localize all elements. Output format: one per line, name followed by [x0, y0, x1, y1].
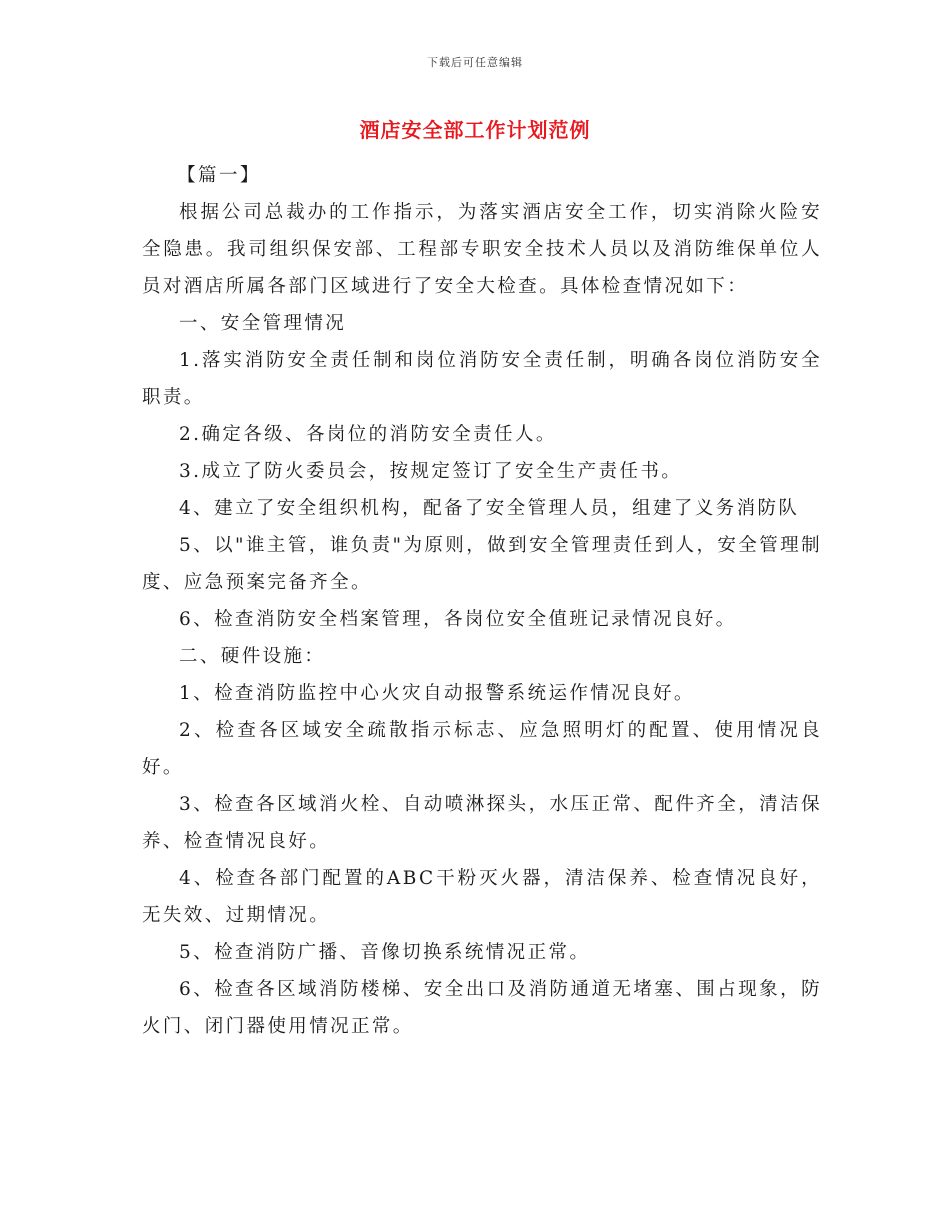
list-item: 2.确定各级、各岗位的消防安全责任人。 — [179, 424, 557, 445]
list-item: 2、检查各区域安全疏散指示标志、应急照明灯的配置、使用情况良好。 — [142, 720, 822, 778]
document-body — [142, 157, 822, 1045]
list-item: 5、检查消防广播、音像切换系统情况正常。 — [179, 942, 591, 963]
document-title: 酒店安全部工作计划范例 — [359, 118, 591, 142]
section-heading-management: 一、安全管理情况 — [179, 313, 347, 334]
section-label: 【篇一】 — [177, 165, 261, 186]
list-item: 5、以"谁主管，谁负责"为原则，做到安全管理责任到人，安全管理制度、应急预案完备齐全。 — [142, 535, 822, 593]
list-item: 6、检查消防安全档案管理，各岗位安全值班记录情况良好。 — [179, 609, 737, 630]
list-item: 3、检查各区域消火栓、自动喷淋探头，水压正常、配件齐全，清洁保养、检查情况良好。 — [142, 794, 822, 852]
list-item: 3.成立了防火委员会，按规定签订了安全生产责任书。 — [179, 461, 683, 482]
list-item: 6、检查各区域消防楼梯、安全出口及消防通道无堵塞、围占现象，防火门、闭门器使用情况正常。 — [142, 979, 822, 1037]
list-item: 4、建立了安全组织机构，配备了安全管理人员，组建了义务消防队 — [179, 498, 800, 519]
section-heading-hardware: 二、硬件设施： — [179, 646, 326, 667]
list-item: 4、检查各部门配置的ABC干粉灭火器，清洁保养、检查情况良好，无失效、过期情况。 — [142, 868, 822, 926]
list-item: 1、检查消防监控中心火灾自动报警系统运作情况良好。 — [179, 683, 695, 704]
intro-paragraph: 根据公司总裁办的工作指示，为落实酒店安全工作，切实消除火险安全隐患。我司组织保安部、工程部专职安全技术人员以及消防维保单位人员对酒店所属各部门区域进行了安全大检查。具体检查情况如下： — [142, 202, 822, 297]
header-note: 下载后可任意编辑 — [427, 56, 523, 69]
list-item: 1.落实消防安全责任制和岗位消防安全责任制，明确各岗位消防安全职责。 — [142, 350, 822, 408]
